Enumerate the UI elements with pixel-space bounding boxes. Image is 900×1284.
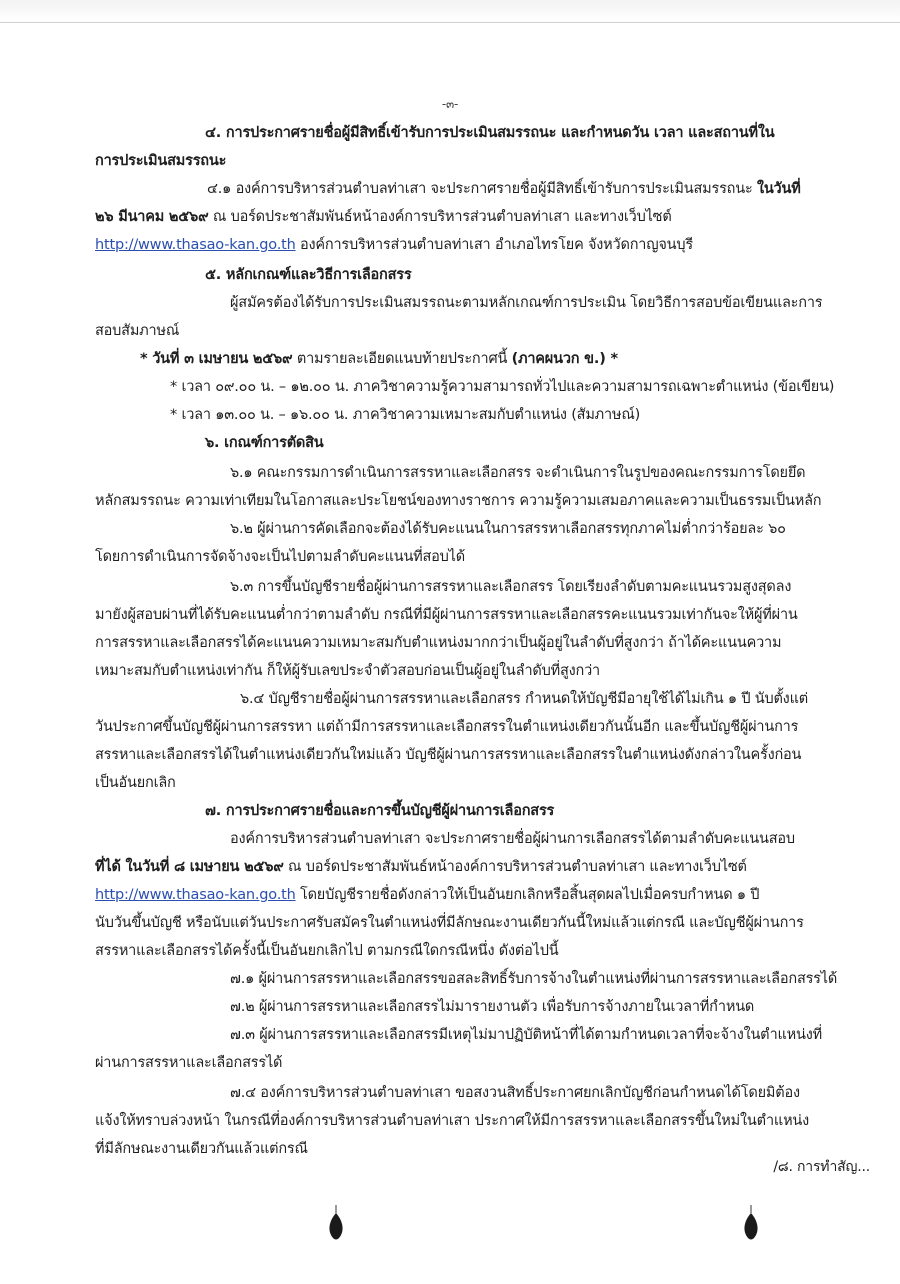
- section5-line1: ผู้สมัครต้องได้รับการประเมินสมรรถนะตามหลักเกณฑ์การประเมิน โดยวิธีการสอบข้อเขียนและการ: [230, 295, 823, 311]
- exam-time-1: * เวลา ๐๙.๐๐ น. – ๑๒.๐๐ น. ภาควิชาความรู้ความสามารถทั่วไปและความสามารถเฉพาะตำแหน่ง (ข้อเขียน): [170, 379, 835, 395]
- scan-edge: [0, 0, 900, 23]
- section7-line3: http://www.thasao-kan.go.th โดยบัญชีรายชื่อดังกล่าวให้เป็นอันยกเลิกหรือสิ้นสุดผลไปเมื่อครบกำหนด ๑ ปี: [95, 887, 760, 903]
- section4-1-line1: ๔.๑ องค์การบริหารส่วนตำบลท่าเสา จะประกาศรายชื่อผู้มีสิทธิ์เข้ารับการประเมินสมรรถนะ ในวันที่: [207, 181, 801, 197]
- section6-1-line1: ๖.๑ คณะกรรมการดำเนินการสรรหาและเลือกสรร จะดำเนินการในรูปของคณะกรรมการโดยยึด: [230, 465, 806, 481]
- website-link-2[interactable]: http://www.thasao-kan.go.th: [95, 887, 296, 903]
- section6-1-line2: หลักสมรรถนะ ความเท่าเทียมในโอกาสและประโยชน์ของทางราชการ ความรู้ความเสมอภาคและความเป็นธรรมเป็นหลัก: [95, 493, 822, 509]
- section4-heading: ๔. การประกาศรายชื่อผู้มีสิทธิ์เข้ารับการประเมินสมรรถนะ และกำหนดวัน เวลา และสถานที่ใน: [205, 125, 775, 141]
- section7-line4: นับวันขึ้นบัญชี หรือนับแต่วันประกาศรับสมัครในตำแหน่งที่มีลักษณะงานเดียวกันนี้ใหม่แล้วแต่กรณี และบัญชีผู้ผ่านการ: [95, 915, 804, 931]
- section6-3-line3: การสรรหาและเลือกสรรได้คะแนนความเหมาะสมกับตำแหน่งมากกว่าเป็นผู้อยู่ในลำดับที่สูงกว่า ถ้าได้คะแนนความ: [95, 635, 782, 651]
- section6-2-line1: ๖.๒ ผู้ผ่านการคัดเลือกจะต้องได้รับคะแนนในการสรรหาเลือกสรรทุกภาคไม่ต่ำกว่าร้อยละ ๖๐: [230, 521, 786, 537]
- section6-4-line4: เป็นอันยกเลิก: [95, 775, 176, 791]
- section6-3-line4: เหมาะสมกับตำแหน่งเท่ากัน ก็ให้ผู้รับเลขประจำตัวสอบก่อนเป็นผู้อยู่ในลำดับที่สูงกว่า: [95, 663, 600, 679]
- section4-heading-cont: การประเมินสมรรถนะ: [95, 153, 227, 169]
- exam-date-line: * วันที่ ๓ เมษายน ๒๕๖๙ ตามรายละเอียดแนบท้ายประกาศนี้ (ภาคผนวก ข.) *: [140, 351, 618, 367]
- website-link[interactable]: http://www.thasao-kan.go.th: [95, 237, 296, 253]
- section7-3-line2: ผ่านการสรรหาและเลือกสรรได้: [95, 1055, 283, 1071]
- binder-hole-left-icon: [325, 1205, 347, 1241]
- next-page-reference: /๘. การทำสัญ...: [773, 1159, 870, 1175]
- section6-4-line2: วันประกาศขึ้นบัญชีผู้ผ่านการสรรหา แต่ถ้ามีการสรรหาและเลือกสรรในตำแหน่งเดียวกันนั้นอีก และขึ้นบัญชีผู้ผ่านการ: [95, 719, 799, 735]
- section6-4-line3: สรรหาและเลือกสรรได้ในตำแหน่งเดียวกันใหม่แล้ว บัญชีผู้ผ่านการสรรหาและเลือกสรรในตำแหน่งดังกล่าวในครั้งก่อน: [95, 747, 802, 763]
- section7-4-line3: ที่มีลักษณะงานเดียวกันแล้วแต่กรณี: [95, 1141, 308, 1157]
- section4-1-line3: http://www.thasao-kan.go.th องค์การบริหารส่วนตำบลท่าเสา อำเภอไทรโยค จังหวัดกาญจนบุรี: [95, 237, 693, 253]
- section6-4-line1: ๖.๔ บัญชีรายชื่อผู้ผ่านการสรรหาและเลือกสรร กำหนดให้บัญชีมีอายุใช้ได้ไม่เกิน ๑ ปี นับตั้งแต่: [240, 691, 808, 707]
- page-number: -๓-: [441, 97, 459, 111]
- section6-heading: ๖. เกณฑ์การตัดสิน: [205, 435, 324, 451]
- section7-heading: ๗. การประกาศรายชื่อและการขึ้นบัญชีผู้ผ่านการเลือกสรร: [205, 803, 555, 819]
- section7-4-line1: ๗.๔ องค์การบริหารส่วนตำบลท่าเสา ขอสงวนสิทธิ์ประกาศยกเลิกบัญชีก่อนกำหนดได้โดยมิต้อง: [230, 1085, 800, 1101]
- section4-1-line2: ๒๖ มีนาคม ๒๕๖๙ ณ บอร์ดประชาสัมพันธ์หน้าองค์การบริหารส่วนตำบลท่าเสา และทางเว็บไซต์: [95, 209, 672, 225]
- section6-3-line2: มายังผู้สอบผ่านที่ได้รับคะแนนต่ำกว่าตามลำดับ กรณีที่มีผู้ผ่านการสรรหาและเลือกสรรคะแนนรวมเท่ากันจะให้ผู้ที่ผ่าน: [95, 607, 798, 623]
- section6-3-line1: ๖.๓ การขึ้นบัญชีรายชื่อผู้ผ่านการสรรหาและเลือกสรร โดยเรียงลำดับตามคะแนนรวมสูงสุดลง: [230, 579, 792, 595]
- section7-4-line2: แจ้งให้ทราบล่วงหน้า ในกรณีที่องค์การบริหารส่วนตำบลท่าเสา ประกาศให้มีการสรรหาและเลือกสรรขึ้นใหม่ในตำแหน่ง: [95, 1113, 810, 1129]
- section5-heading: ๕. หลักเกณฑ์และวิธีการเลือกสรร: [205, 267, 412, 283]
- section7-line5: สรรหาและเลือกสรรได้ครั้งนี้เป็นอันยกเลิกไป ตามกรณีใดกรณีหนึ่ง ดังต่อไปนี้: [95, 943, 559, 959]
- section7-2: ๗.๒ ผู้ผ่านการสรรหาและเลือกสรรไม่มารายงานตัว เพื่อรับการจ้างภายในเวลาที่กำหนด: [230, 999, 755, 1015]
- section7-line2: ที่ได้ ในวันที่ ๘ เมษายน ๒๕๖๙ ณ บอร์ดประชาสัมพันธ์หน้าองค์การบริหารส่วนตำบลท่าเสา และทางเว็บไซต์: [95, 859, 747, 875]
- section7-1: ๗.๑ ผู้ผ่านการสรรหาและเลือกสรรขอสละสิทธิ์รับการจ้างในตำแหน่งที่ผ่านการสรรหาและเลือกสรรได้: [230, 971, 838, 987]
- section5-line2: สอบสัมภาษณ์: [95, 323, 180, 339]
- exam-time-2: * เวลา ๑๓.๐๐ น. – ๑๖.๐๐ น. ภาควิชาความเหมาะสมกับตำแหน่ง (สัมภาษณ์): [170, 407, 641, 423]
- binder-hole-right-icon: [740, 1205, 762, 1241]
- section7-3-line1: ๗.๓ ผู้ผ่านการสรรหาและเลือกสรรมีเหตุไม่มาปฏิบัติหน้าที่ได้ตามกำหนดเวลาที่จะจ้างในตำแหน่งที่: [230, 1027, 822, 1043]
- section6-2-line2: โดยการดำเนินการจัดจ้างจะเป็นไปตามลำดับคะแนนที่สอบได้: [95, 549, 465, 565]
- section7-line1: องค์การบริหารส่วนตำบลท่าเสา จะประกาศรายชื่อผู้ผ่านการเลือกสรรได้ตามลำดับคะแนนสอบ: [230, 831, 795, 847]
